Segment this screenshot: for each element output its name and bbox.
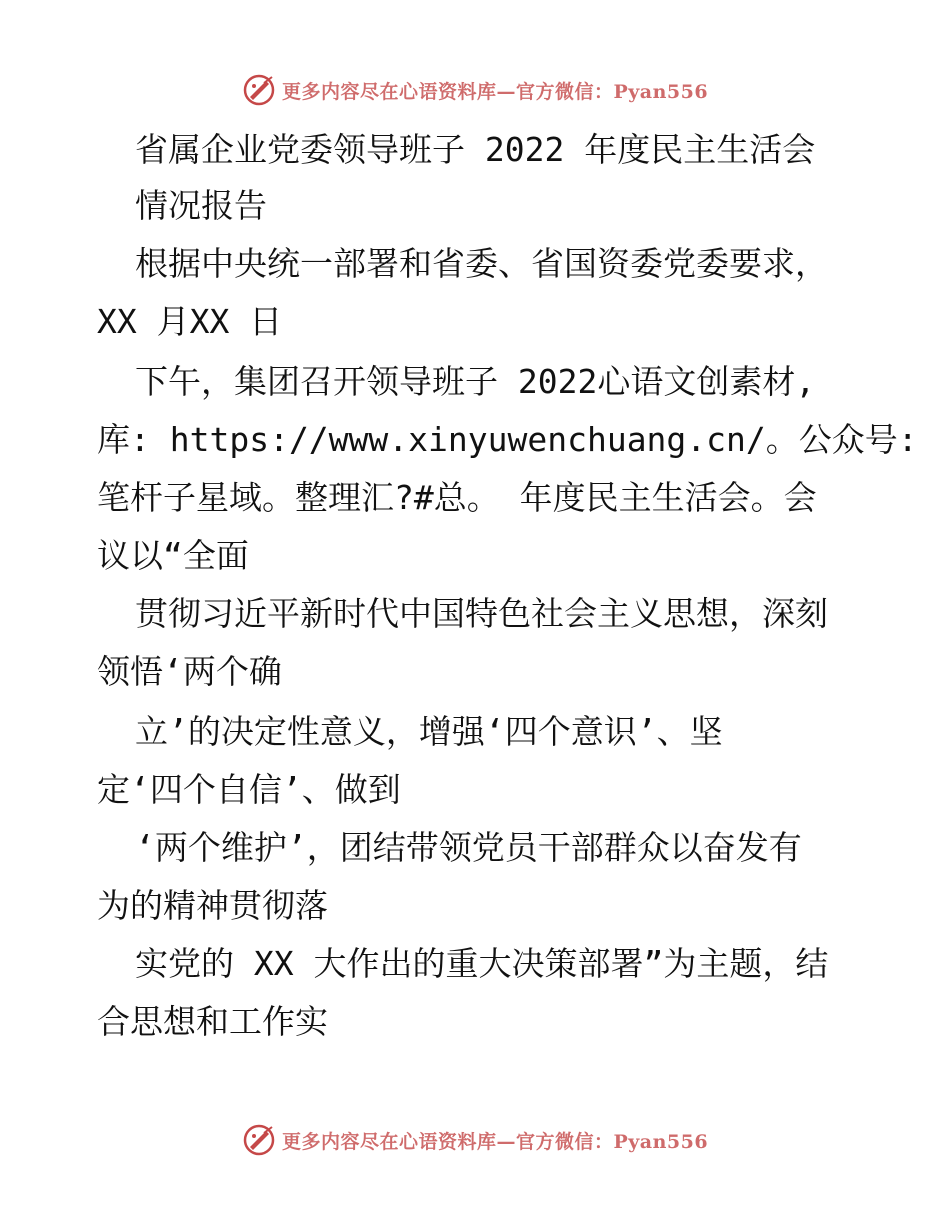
doc-title-line-1: 省属企业党委领导班子 2022 年度民主生活会 [135,130,816,169]
paragraph-line: 贯彻习近平新时代中国特色社会主义思想，深刻 [135,594,828,633]
watermark-text: 更多内容尽在心语资料库—官方微信：Pyan556 [281,1130,709,1153]
paragraph-line: 笔杆子星域。整理汇?#总。 年度民主生活会。会 [97,478,817,517]
header-watermark [0,70,950,110]
paragraph-line: 下午，集团召开领导班子 2022心语文创素材, [135,362,816,401]
paragraph-line: 为的精神贯彻落 [97,886,328,925]
paragraph-line: 合思想和工作实 [97,1002,328,1041]
red-quill-logo-icon [242,1123,276,1157]
red-quill-logo-icon [242,73,276,107]
paragraph-line: 定‘四个自信’、做到 [97,770,401,809]
paragraph-line: 立’的决定性意义，增强‘四个意识’、坚 [135,712,723,751]
paragraph-line: 议以“全面 [97,536,249,575]
paragraph-line: 库: https://www.xinyuwenchuang.cn/。公众号: [97,420,918,459]
paragraph-line: XX 月XX 日 [97,302,283,341]
footer-watermark [0,1120,950,1160]
paragraph-line: 领悟‘两个确 [97,652,282,691]
doc-title-line-2: 情况报告 [135,186,267,225]
paragraph-line: ‘两个维护’，团结带领党员干部群众以奋发有 [135,828,802,867]
watermark-text: 更多内容尽在心语资料库—官方微信：Pyan556 [281,80,709,103]
paragraph-line: 实党的 XX 大作出的重大决策部署”为主题，结 [135,944,829,983]
paragraph-line: 根据中央统一部署和省委、省国资委党委要求， [135,244,828,283]
